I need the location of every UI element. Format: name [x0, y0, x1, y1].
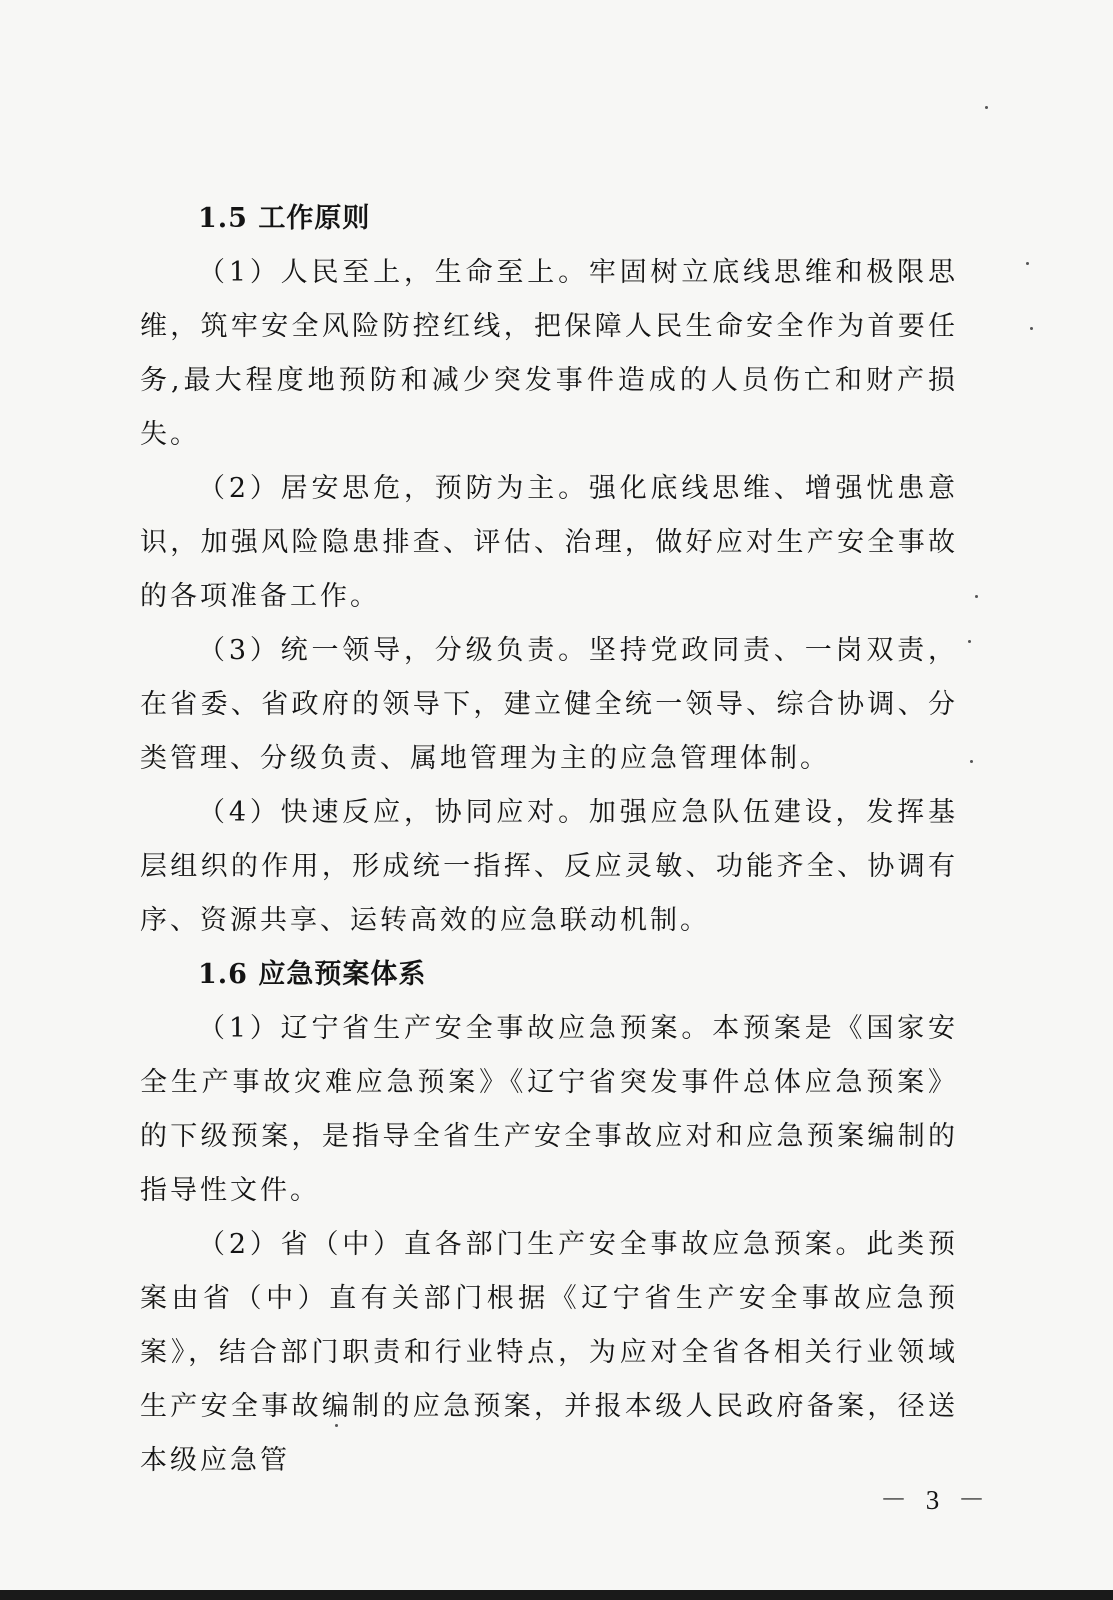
scan-speck: [1026, 262, 1029, 265]
paragraph-plan-system-2: （2）省（中）直各部门生产安全事故应急预案。此类预案由省（中）直有关部门根据《辽宁省生产安全事故应急预案》，结合部门职责和行业特点，为应对全省各相关行业领域生产安全事故编制的应急预案，并报本级人民政府备案，径送本级应急管: [140, 1229, 958, 1476]
paragraph-principle-2: （2）居安思危，预防为主。强化底线思维、增强忧患意识，加强风险隐患排查、评估、治理，做好应对生产安全事故的各项准备工作。: [140, 473, 958, 612]
section-heading-work-principles: 1.5 工作原则: [198, 203, 371, 234]
scan-speck: [1030, 327, 1033, 330]
paragraph-plan-system-1: （1）辽宁省生产安全事故应急预案。本预案是《国家安全生产事故灾难应急预案》《辽宁省突发事件总体应急预案》的下级预案，是指导全省生产安全事故应对和应急预案编制的指导性文件。: [140, 1013, 958, 1206]
paragraph-principle-1: （1）人民至上，生命至上。牢固树立底线思维和极限思维，筑牢安全风险防控红线，把保障人民生命安全作为首要任务,最大程度地预防和减少突发事件造成的人员伤亡和财产损失。: [140, 257, 958, 450]
scan-speck: [975, 595, 978, 598]
scan-speck: [335, 1424, 338, 1427]
scan-speck: [985, 106, 988, 109]
section-heading-plan-system: 1.6 应急预案体系: [198, 959, 427, 990]
document-body: [140, 192, 958, 1488]
page-number: － 3 －: [880, 1485, 991, 1515]
scan-speck: [968, 640, 971, 643]
scan-bottom-edge: [0, 1590, 1113, 1600]
paragraph-principle-3: （3）统一领导，分级负责。坚持党政同责、一岗双责，在省委、省政府的领导下，建立健全统一领导、综合协调、分类管理、分级负责、属地管理为主的应急管理体制。: [140, 635, 958, 774]
paragraph-principle-4: （4）快速反应，协同应对。加强应急队伍建设，发挥基层组织的作用，形成统一指挥、反应灵敏、功能齐全、协调有序、资源共享、运转高效的应急联动机制。: [140, 797, 958, 936]
scan-speck: [970, 760, 973, 763]
